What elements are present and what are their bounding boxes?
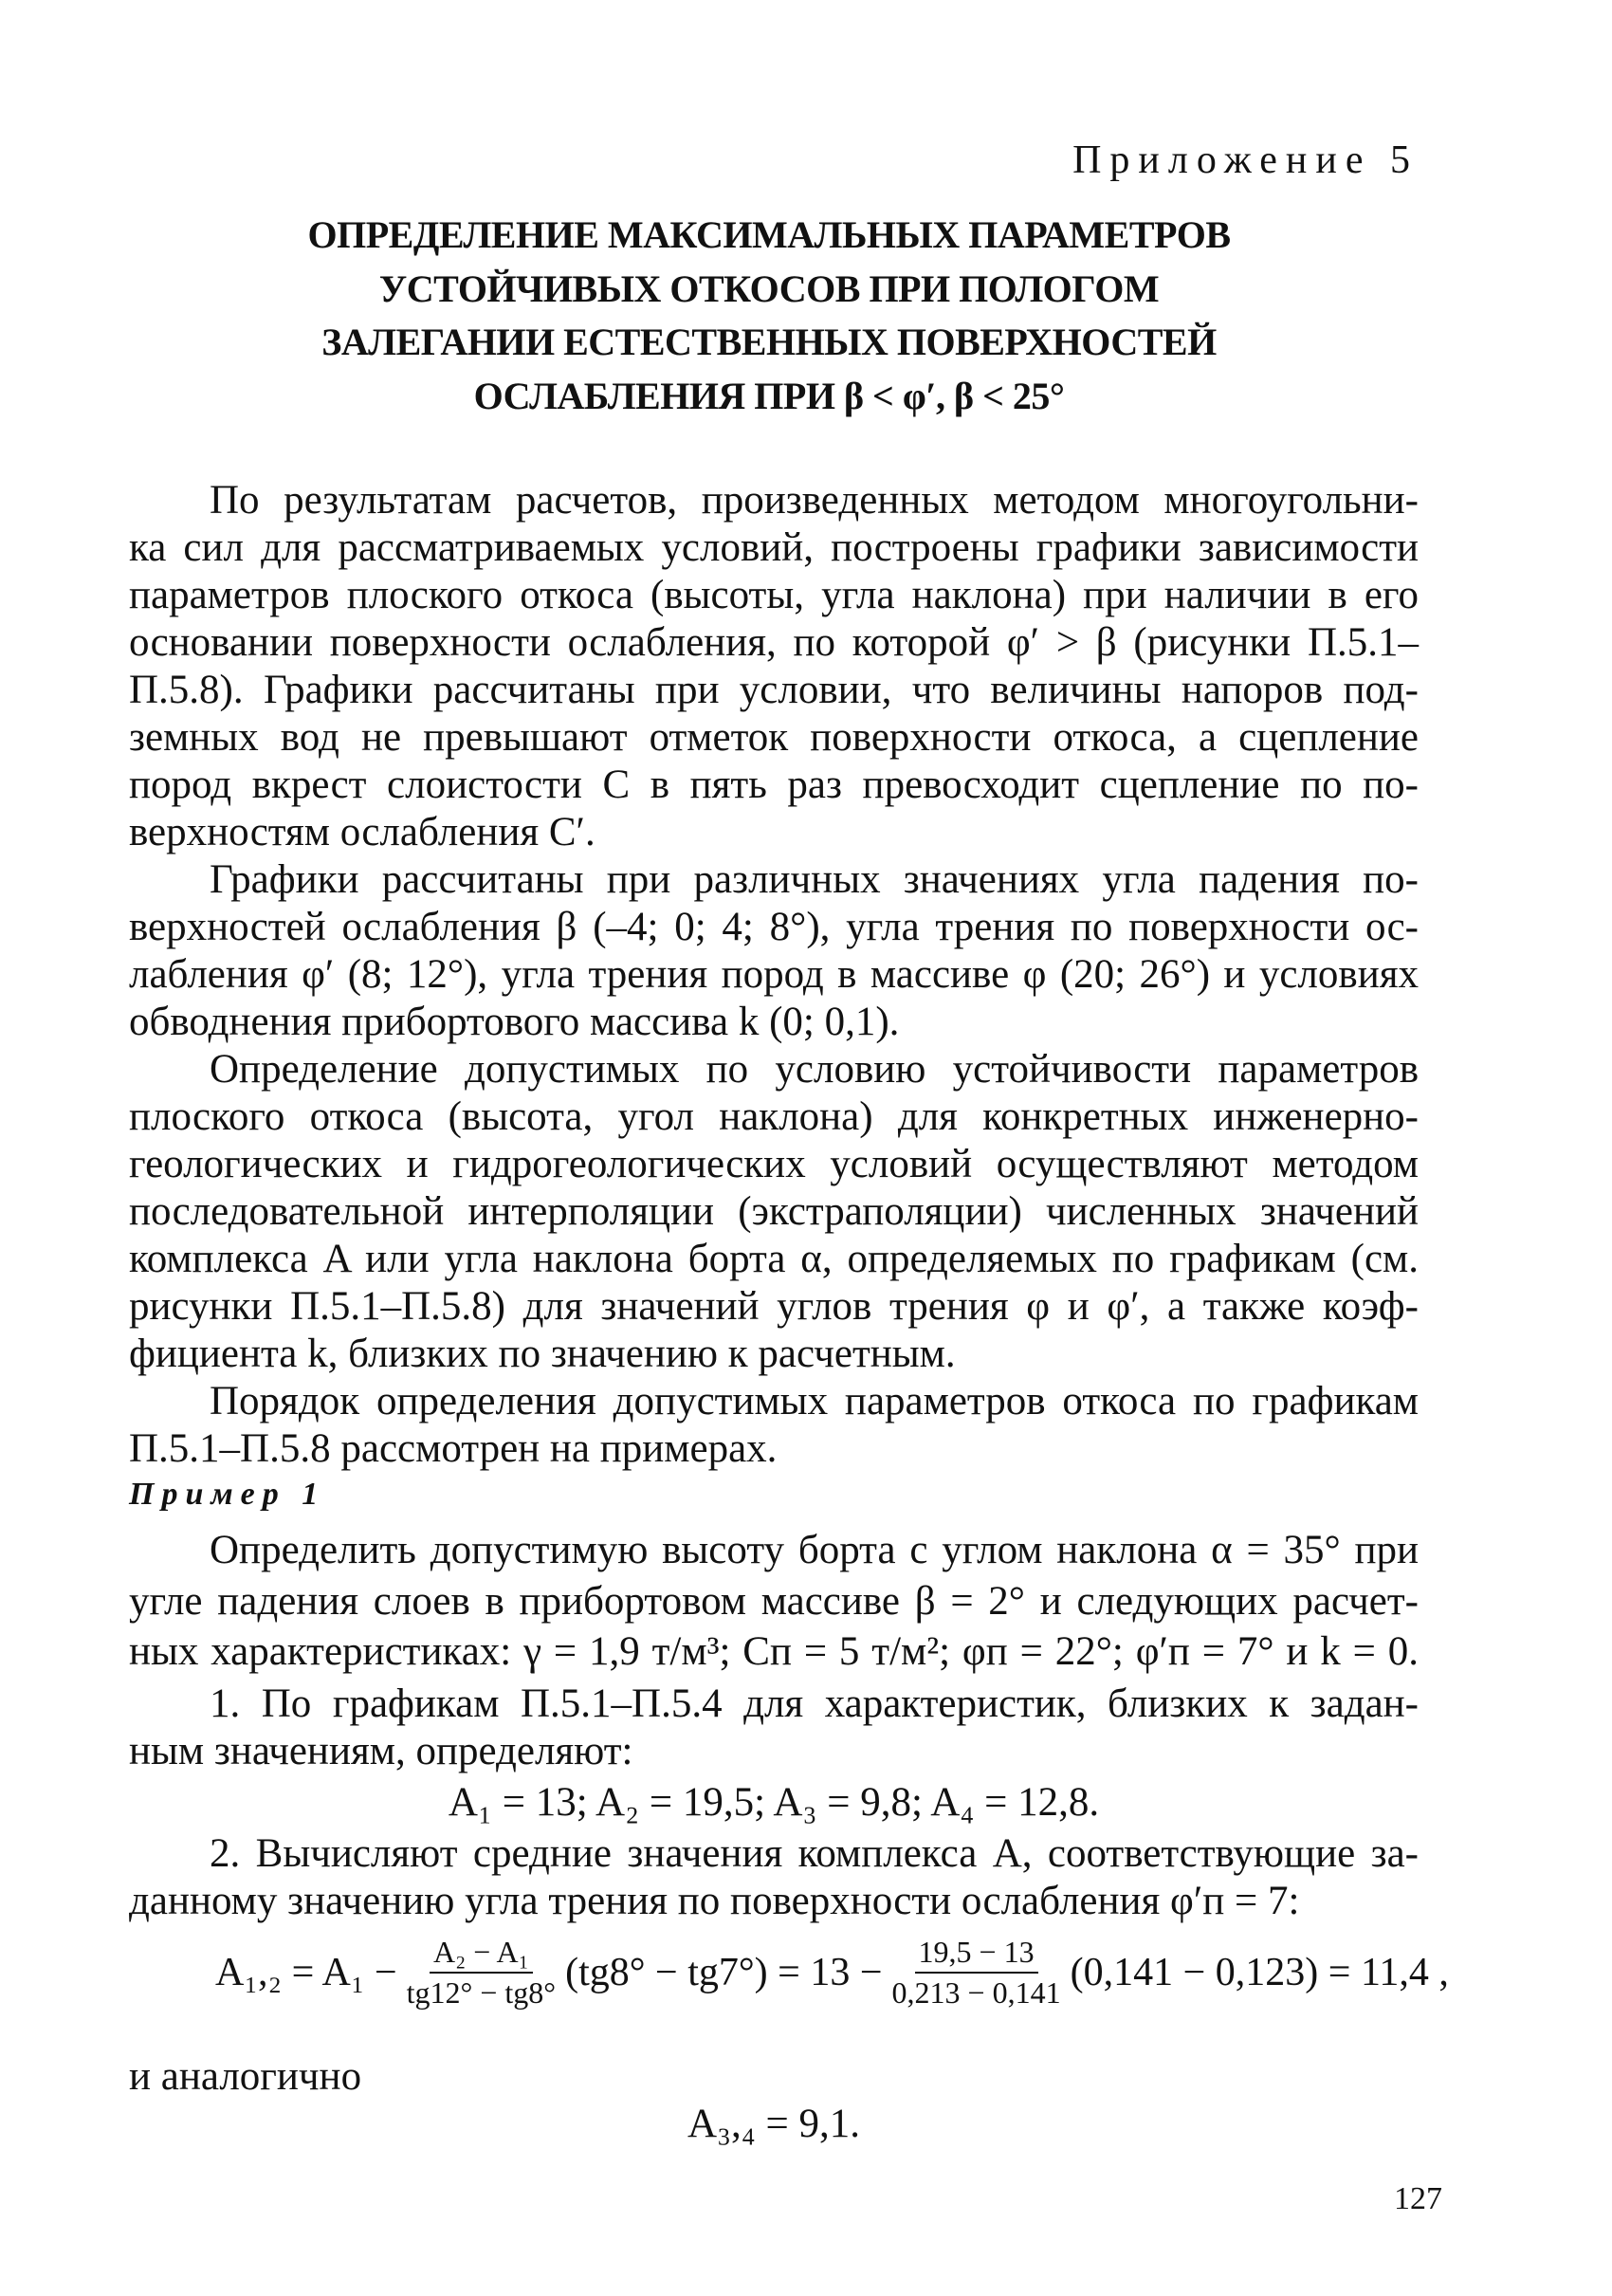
- text-line: параметров плоского откоса (высоты, угла наклона) при наличии в его: [129, 573, 1419, 617]
- text-line: обводнения прибортового массива k (0; 0,1).: [129, 1000, 900, 1044]
- formula-a34: A₃,₄ = 9,1.: [687, 2102, 861, 2146]
- text-line: ка сил для рассматриваемых условий, построены графики зависимости: [129, 525, 1419, 570]
- title-line: ЗАЛЕГАНИИ ЕСТЕСТВЕННЫХ ПОВЕРХНОСТЕЙ: [321, 321, 1217, 363]
- text-line: пород вкрест слоистости C в пять раз превосходит сцепление по по-: [129, 762, 1419, 807]
- text-line: 1. По графикам П.5.1–П.5.4 для характеристик, близких к задан-: [210, 1681, 1419, 1726]
- text-line: комплекса A или угла наклона борта α, определяемых по графикам (см.: [129, 1237, 1419, 1281]
- text-line: Порядок определения допустимых параметров откоса по графикам: [210, 1379, 1419, 1424]
- formula-lhs: A₁,₂ = A₁ −: [215, 1951, 397, 1994]
- text-line: геологических и гидрогеологических условий осуществляют методом: [129, 1142, 1419, 1186]
- fraction-denominator: 0,213 − 0,141: [891, 1975, 1061, 2010]
- text-line: верхностям ослабления C′.: [129, 810, 595, 854]
- text-line: и аналогично: [129, 2054, 362, 2099]
- title-line: УСТОЙЧИВЫХ ОТКОСОВ ПРИ ПОЛОГОМ: [378, 267, 1160, 310]
- text-line: верхностей ослабления β (–4; 0; 4; 8°), угла трения по поверхности ос-: [129, 905, 1419, 949]
- text-line: последовательной интерполяции (экстраполяции) численных значений: [129, 1189, 1419, 1234]
- appendix-label: Приложение 5: [1072, 138, 1419, 182]
- fraction-numerator: A₂ − A₁: [430, 1935, 533, 1974]
- title-line: ОСЛАБЛЕНИЯ ПРИ β < φ′, β < 25°: [473, 375, 1065, 417]
- text-line: основании поверхности ослабления, по которой φ′ > β (рисунки П.5.1–: [129, 620, 1419, 665]
- text-line: данному значению угла трения по поверхности ослабления φ′п = 7:: [129, 1879, 1300, 1923]
- text-line: Определить допустимую высоту борта с углом наклона α = 35° при: [210, 1528, 1419, 1572]
- text-line: По результатам расчетов, произведенных методом многоугольни-: [210, 478, 1419, 523]
- text-line: П.5.1–П.5.8 рассмотрен на примерах.: [129, 1426, 778, 1471]
- text-line: 2. Вычисляют средние значения комплекса A, соответствующие за-: [210, 1831, 1419, 1876]
- text-line: ным значениям, определяют:: [129, 1729, 633, 1773]
- page-number: 127: [1394, 2181, 1442, 2216]
- fraction-numerator: 19,5 − 13: [915, 1935, 1038, 1974]
- formula-a12: [215, 1935, 1449, 2011]
- example-heading: Пример 1: [129, 1477, 326, 1512]
- formula-end: (0,141 − 0,123) = 11,4 ,: [1070, 1951, 1449, 1994]
- text-line: земных вод не превышают отметок поверхности откоса, а сцепление: [129, 715, 1419, 760]
- text-line: Графики рассчитаны при различных значениях угла падения по-: [210, 857, 1419, 902]
- text-line: фициента k, близких по значению к расчетным.: [129, 1332, 956, 1376]
- title-line: ОПРЕДЕЛЕНИЕ МАКСИМАЛЬНЫХ ПАРАМЕТРОВ: [307, 213, 1231, 256]
- text-line: Определение допустимых по условию устойчивости параметров: [210, 1047, 1419, 1092]
- fraction-1: [403, 1935, 559, 2011]
- text-line: ных характеристиках: γ = 1,9 т/м³; Cп = 5 т/м²; φп = 22°; φ′п = 7° и k = 0.: [129, 1629, 1419, 1674]
- text-line: угле падения слоев в прибортовом массиве β = 2° и следующих расчет-: [129, 1579, 1419, 1624]
- text-line: П.5.8). Графики рассчитаны при условии, что величины напоров под-: [129, 668, 1419, 712]
- text-line: лабления φ′ (8; 12°), угла трения пород в массиве φ (20; 26°) и условиях: [129, 952, 1419, 997]
- step-1-result: A₁ = 13; A₂ = 19,5; A₃ = 9,8; A₄ = 12,8.: [448, 1780, 1100, 1825]
- text-line: рисунки П.5.1–П.5.8) для значений углов трения φ и φ′, а также коэф-: [129, 1284, 1419, 1329]
- fraction-denominator: tg12° − tg8°: [406, 1975, 557, 2010]
- fraction-2: [888, 1935, 1065, 2011]
- text-line: плоского откоса (высота, угол наклона) для конкретных инженерно-: [129, 1094, 1419, 1139]
- formula-middle: (tg8° − tg7°) = 13 −: [565, 1951, 883, 1994]
